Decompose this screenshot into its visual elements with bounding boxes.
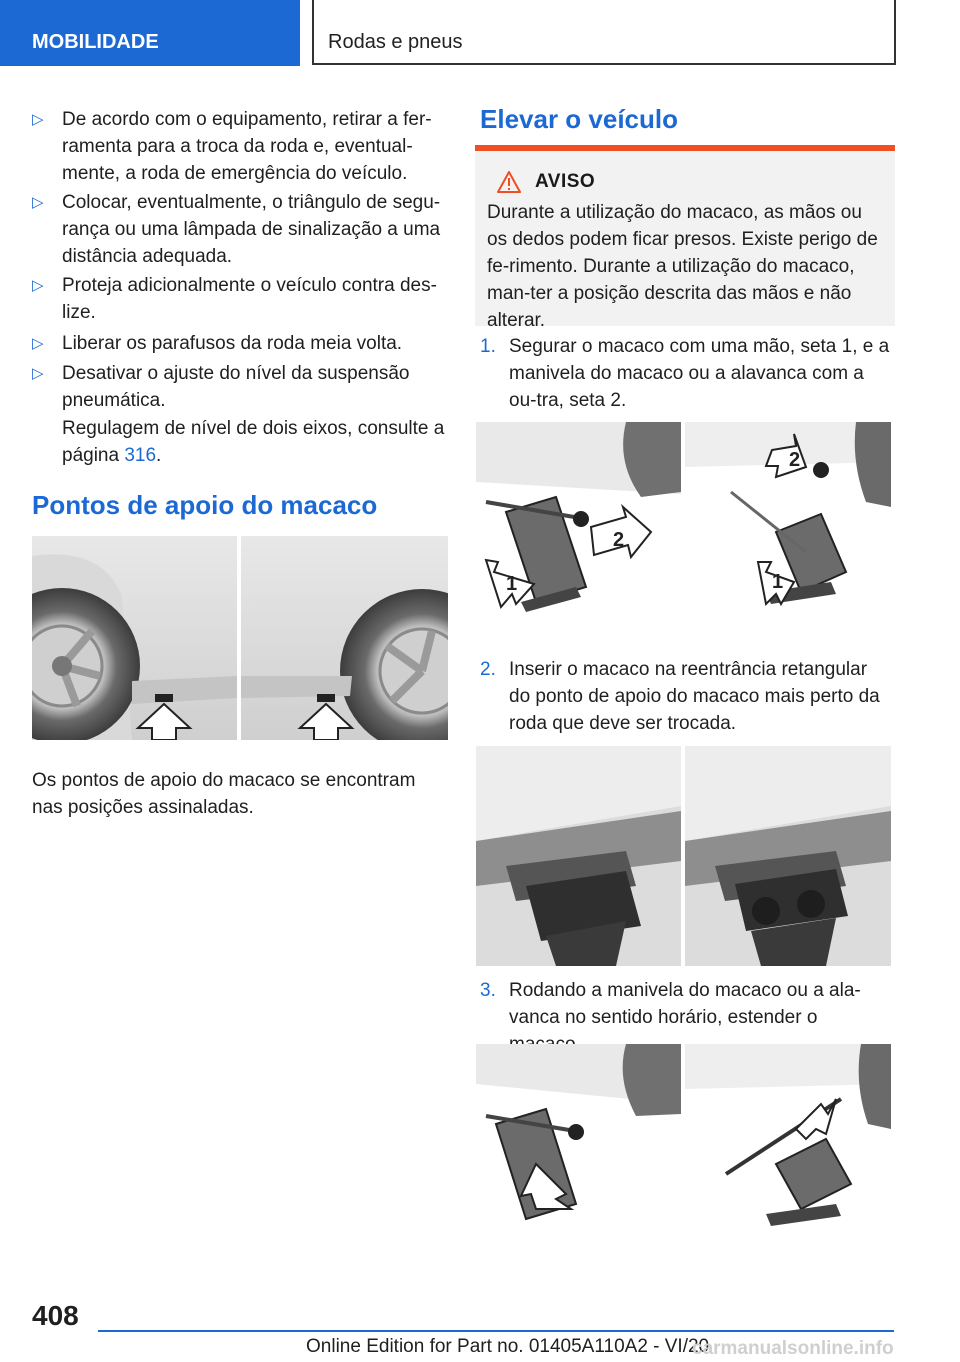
triangle-bullet-icon: ▷ (32, 365, 44, 382)
cross-reference-note (62, 415, 446, 469)
step-number: 1. (480, 336, 496, 357)
note-text: Regulagem de nível de dois eixos, consulte a página (62, 418, 445, 466)
jack-points-figure (32, 536, 448, 740)
step-text: Rodando a manivela do macaco ou a ala-vanca no sentido horário, estender o (509, 980, 861, 1028)
edition-text: Online Edition for Part no. 01405A110A2 - VI/20 (306, 1336, 710, 1357)
arrow-label: 1 (506, 573, 518, 595)
triangle-bullet-icon: ▷ (32, 335, 44, 352)
section-tab[interactable]: MOBILIDADE (0, 0, 300, 66)
warning-box (475, 151, 895, 331)
warning-triangle-icon (497, 171, 521, 193)
step-text: Segurar o macaco com uma mão, seta 1, e a manivela do macaco ou a alavanca com a ou-tra, seta 2. (509, 336, 890, 411)
section-heading: Pontos de apoio do macaco (32, 490, 378, 520)
arrow-label: 1 (772, 571, 784, 593)
list-item (32, 106, 444, 187)
chapter-title: Rodas e pneus (312, 0, 896, 65)
list-item (32, 330, 444, 357)
warning-header (497, 169, 883, 195)
page-number: 408 (32, 1300, 79, 1331)
step-number: 3. (480, 980, 496, 1001)
list-item-text: Colocar, eventualmente, o triângulo de segu-rança ou uma lâmpada de sinalização a uma distância adequada. (62, 192, 441, 267)
list-item (32, 272, 444, 326)
list-item (480, 333, 892, 414)
triangle-bullet-icon: ▷ (32, 194, 44, 211)
watermark: carmanualsonline.info (692, 1338, 894, 1359)
figure-caption: Os pontos de apoio do macaco se encontram nas posições assinaladas. (32, 770, 416, 818)
list-item-text: Liberar os parafusos da roda meia volta. (62, 333, 403, 354)
list-item-text: Desativar o ajuste do nível da suspensão pneumática. (62, 363, 410, 411)
list-item (480, 656, 892, 737)
step-number: 2. (480, 659, 496, 680)
list-item-text: Proteja adicionalmente o veículo contra des-lize. (62, 275, 437, 323)
triangle-bullet-icon: ▷ (32, 277, 44, 294)
jack-handling-figure (476, 422, 891, 622)
list-item (32, 189, 444, 270)
page-link[interactable]: 316 (124, 445, 157, 466)
jack-insertion-figure (476, 746, 891, 966)
arrow-label: 2 (789, 449, 801, 471)
arrow-label: 2 (613, 529, 625, 551)
list-item (32, 360, 444, 414)
note-suffix: . (156, 445, 162, 466)
jack-extend-figure (476, 1044, 891, 1234)
triangle-bullet-icon: ▷ (32, 111, 44, 128)
warning-text: Durante a utilização do macaco, as mãos ou os dedos podem ficar presos. Existe perigo de fe-rimento. Durante a utilização do macaco, man-ter a posição descrita das mãos e não alterar. (487, 202, 878, 331)
list-item-text: De acordo com o equipamento, retirar a fer-ramenta para a troca da roda e, eventual-mente, a roda de emergência do veículo. (62, 109, 432, 184)
footer-rule (98, 1330, 894, 1332)
warning-title: AVISO (535, 171, 596, 192)
section-heading: Elevar o veículo (480, 104, 678, 134)
step-text: Inserir o macaco na reentrância retangular do ponto de apoio do macaco mais perto da roda que deve ser trocada. (509, 659, 880, 734)
